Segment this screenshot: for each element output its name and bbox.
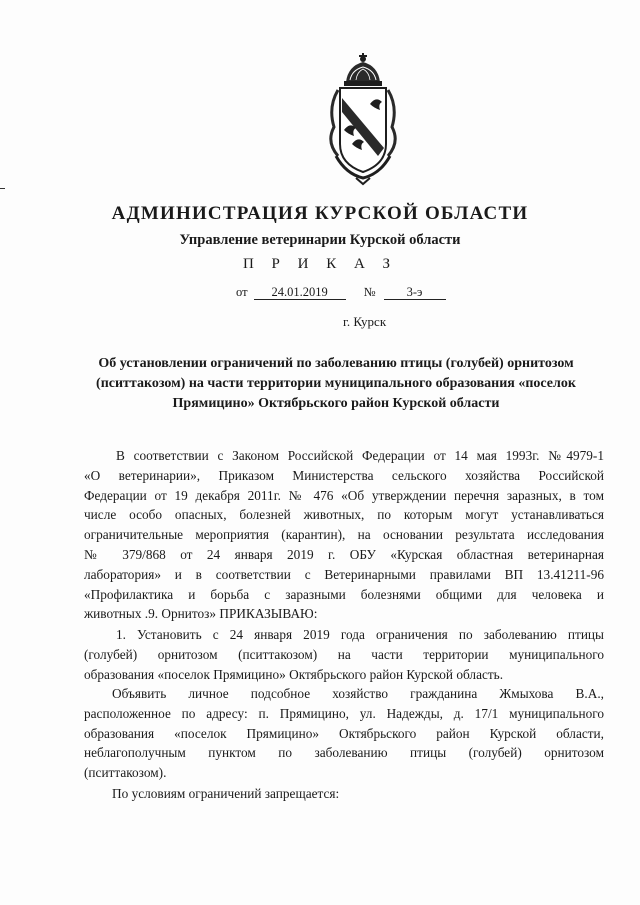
text-line: лаборатория» и в соответствии с Ветеринарными правилами ВП 13.41211-96 [84,566,604,582]
paragraph-item-1 [84,625,604,684]
text-line: неблагополучным пунктом по заболеванию птицы (голубей) орнитозом [84,745,604,761]
order-heading [68,354,604,414]
text-line: животных .9. Орнитоз» ПРИКАЗЫВАЮ: [84,606,318,622]
order-number: 3-э [384,285,446,300]
text-line: По условиям ограничений запрещается: [112,786,340,801]
number-prefix: № [363,285,376,299]
text-line: числе особо опасных, болезней животных, по которым могут устанавливаться [84,507,604,523]
text-line: образования «поселок Прямицино» Октябрьского район Курской области, [84,725,604,741]
text-line: ограничительные мероприятия (карантин), на основании результата исследования [84,527,604,543]
text-line: В соответствии с Законом Российской Федерации от 14 мая 1993г. №4979-1 [116,448,604,463]
document-type-label: П Р И К А З [242,256,398,272]
text-line: Федерации от 19 декабря 2011г. № 476 «Об утверждении перечня заразных, в том [84,487,604,503]
text-line: № 379/868 от 24 января 2019 г. ОБУ «Курская областная ветеринарная [84,546,604,562]
text-line: «О ветеринарии», Приказом Министерства сельского хозяйства Российской [84,467,604,483]
paragraph-preamble [84,446,604,624]
heading-line: Прямицино» Октябрьского район Курской области [172,396,500,411]
org-title: АДМИНИСТРАЦИЯ КУРСКОЙ ОБЛАСТИ [111,203,529,224]
scan-edge-mark [0,188,5,189]
paragraph-declaration [84,684,604,783]
heading-line: (пситтакозом) на части территории муниципального образования «поселок [96,376,576,391]
heading-line: Об установлении ограничений по заболеванию птицы (голубей) орнитозом [98,356,574,371]
text-line: расположенное по адресу: п. Прямицино, ул. Надежды, д. 17/1 муниципального [84,705,604,721]
text-line: «Профилактика и борьба с заразными болезнями общими для человека и [84,586,604,602]
text-line: Объявить личное подсобное хозяйство гражданина Жмыхова В.А., [112,686,604,701]
department-title: Управление ветеринарии Курской области [179,232,461,248]
order-date: 24.01.2019 [254,285,346,300]
date-prefix: от [236,285,248,299]
paragraph-restrictions [84,784,604,804]
order-date-number-line [236,285,466,300]
text-line: 1. Установить с 24 января 2019 года ограничения по заболеванию птицы [116,627,604,642]
text-line: (голубей) орнитозом (пситтакозом) на части территории муниципального [84,646,604,662]
kursk-coat-of-arms-icon [316,52,410,186]
text-line: (пситтакозом). [84,765,167,781]
text-line: образования «поселок Прямицино» Октябрьского район Курской область. [84,666,504,682]
issue-city: г. Курск [343,314,387,329]
